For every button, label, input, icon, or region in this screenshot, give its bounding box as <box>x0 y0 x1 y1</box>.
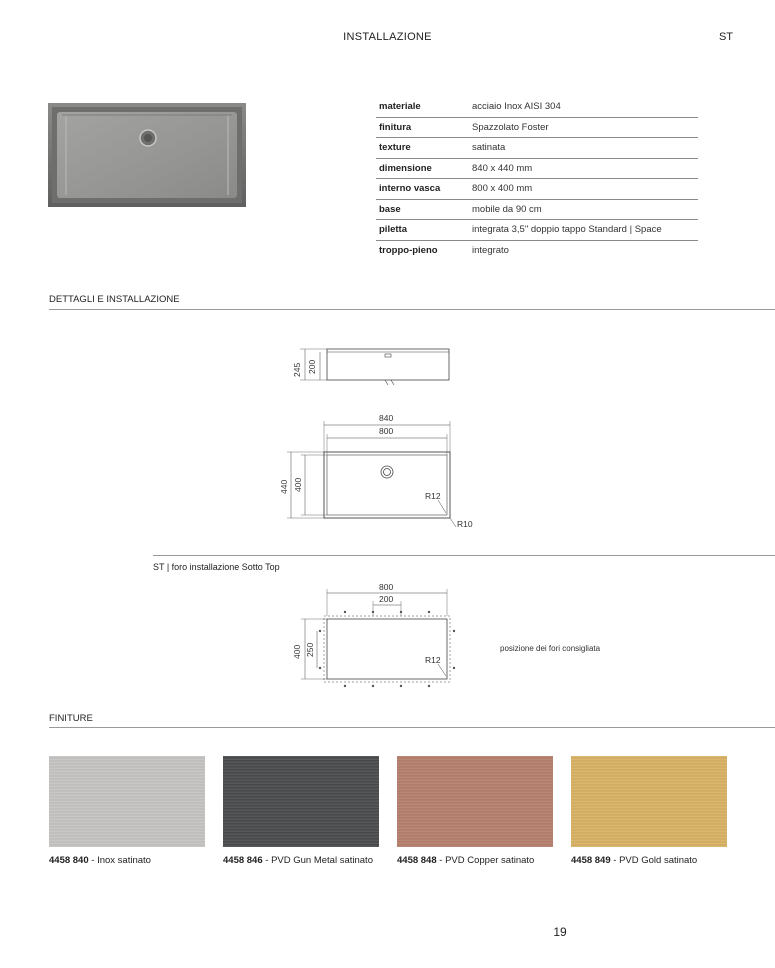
finish-code: 4458 849 <box>571 855 611 866</box>
dim-top-height-inner: 400 <box>293 477 303 492</box>
section-title-finishes: FINITURE <box>49 713 93 724</box>
finish-code: 4458 846 <box>223 855 263 866</box>
dim-top-width-outer: 840 <box>379 413 394 423</box>
dim-radius-outer: R10 <box>457 519 473 529</box>
dim-cutout-width: 800 <box>379 582 394 592</box>
holes-note: posizione dei fori consigliata <box>500 644 601 653</box>
finish-label <box>49 855 151 866</box>
spec-label: dimensione <box>379 162 432 174</box>
technical-drawing <box>0 330 775 700</box>
spec-label: texture <box>379 142 411 154</box>
dim-side-height-outer: 245 <box>292 362 302 377</box>
spec-row <box>376 117 698 138</box>
spec-row <box>376 220 698 241</box>
dim-top-height-outer: 440 <box>279 479 289 494</box>
finish-swatch-inox <box>49 756 205 847</box>
sink-product-image <box>48 103 246 207</box>
dim-cutout-hole-height: 250 <box>305 642 315 657</box>
spec-label: finitura <box>379 121 412 133</box>
spec-value: mobile da 90 cm <box>472 203 542 215</box>
spec-label: materiale <box>379 101 421 113</box>
finish-label <box>223 855 373 866</box>
cutout-title: ST | foro installazione Sotto Top <box>153 562 280 572</box>
dim-top-width-inner: 800 <box>379 426 394 436</box>
spec-value: integrata 3,5" doppio tappo Standard | Space <box>472 224 662 236</box>
section-divider <box>49 309 775 310</box>
spec-value: 800 x 400 mm <box>472 183 533 195</box>
spec-label: interno vasca <box>379 183 441 195</box>
finish-label <box>397 855 534 866</box>
spec-label: troppo-pieno <box>379 244 438 256</box>
dim-radius-inner: R12 <box>425 491 441 501</box>
dim-cutout-height: 400 <box>292 644 302 659</box>
finish-label <box>571 855 697 866</box>
spec-label: base <box>379 203 401 215</box>
finish-name: - PVD Gun Metal satinato <box>262 855 373 866</box>
spec-value: 840 x 440 mm <box>472 162 533 174</box>
spec-row <box>376 179 698 200</box>
finish-swatch-gold <box>571 756 727 847</box>
spec-row <box>376 240 698 260</box>
dim-side-height-inner: 200 <box>307 359 317 374</box>
spec-table <box>376 97 698 260</box>
spec-row <box>376 199 698 220</box>
section-title-details: DETTAGLI E INSTALLAZIONE <box>49 294 180 305</box>
model-code: ST <box>718 31 733 43</box>
spec-label: piletta <box>379 224 407 236</box>
spec-row <box>376 138 698 159</box>
page-number: 19 <box>553 925 567 939</box>
dim-cutout-radius: R12 <box>425 655 441 665</box>
spec-row <box>376 158 698 179</box>
spec-value: satinata <box>472 142 506 154</box>
spec-value: acciaio Inox AISI 304 <box>472 101 561 113</box>
spec-value: Spazzolato Foster <box>472 121 549 133</box>
section-divider <box>49 727 775 728</box>
spec-row <box>376 97 698 117</box>
finish-swatch-gun-metal <box>223 756 379 847</box>
finish-name: - Inox satinato <box>88 855 151 866</box>
cutout-divider <box>153 555 775 556</box>
finish-code: 4458 840 <box>49 855 89 866</box>
dim-cutout-hole-spacing: 200 <box>379 594 394 604</box>
finish-swatch-copper <box>397 756 553 847</box>
finish-name: - PVD Gold satinato <box>610 855 698 866</box>
spec-value: integrato <box>472 244 509 256</box>
page-title: INSTALLAZIONE <box>343 31 432 43</box>
finish-code: 4458 848 <box>397 855 437 866</box>
finish-name: - PVD Copper satinato <box>436 855 535 866</box>
